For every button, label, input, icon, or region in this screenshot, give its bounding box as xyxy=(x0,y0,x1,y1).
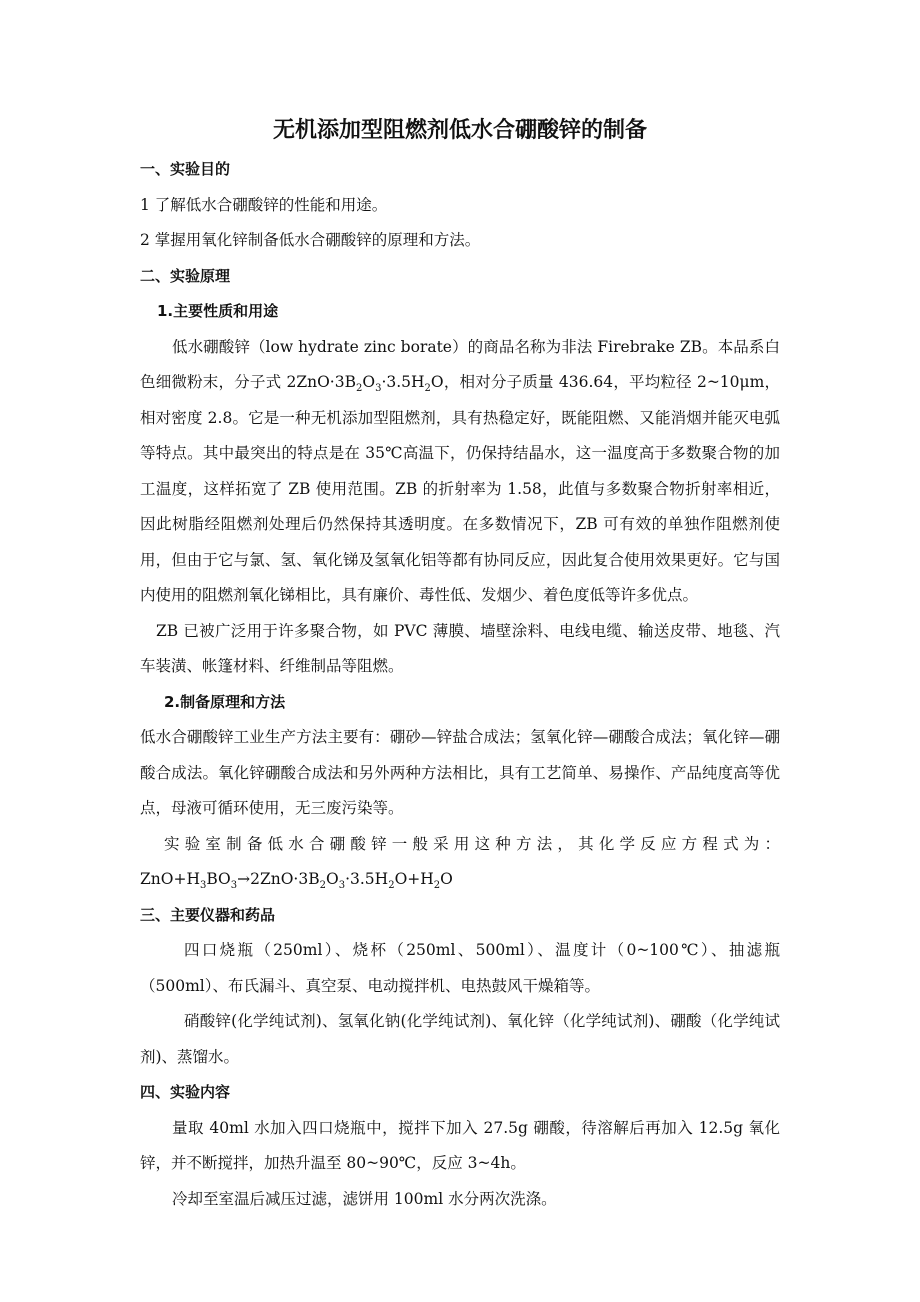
document-body xyxy=(140,152,780,1217)
method-paragraph: 低水合硼酸锌工业生产方法主要有：硼砂—锌盐合成法；氢氧化锌—硼酸合成法；氧化锌—硼酸合成法。氧化锌硼酸合成法和另外两种方法相比，具有工艺简单、易操作、产品纯度高等优点，母液可循环使用，无三废污染等。 xyxy=(140,728,780,817)
subscript: 3 xyxy=(230,880,238,892)
objective-item-1: 1 了解低水合硼酸锌的性能和用途。 xyxy=(140,195,388,214)
text-run: ·3.5H xyxy=(345,870,389,888)
subscript: 2 xyxy=(388,880,395,892)
document-title: 无机添加型阻燃剂低水合硼酸锌的制备 xyxy=(272,118,647,143)
section-heading-principle: 二、实验原理 xyxy=(140,266,231,285)
objective-item-2: 2 掌握用氧化锌制备低水合硼酸锌的原理和方法。 xyxy=(140,231,481,249)
subsection-heading-method: 2.制备原理和方法 xyxy=(164,692,286,711)
section-heading-procedure: 四、实验内容 xyxy=(140,1083,231,1101)
subsection-heading-properties: 1.主要性质和用途 xyxy=(157,302,279,320)
section-heading-apparatus: 三、主要仪器和药品 xyxy=(140,905,276,924)
text-run: →2ZnO·3B xyxy=(237,870,320,888)
subscript: 2 xyxy=(433,880,441,892)
reaction-equation xyxy=(140,862,780,898)
subscript: 2 xyxy=(424,383,431,395)
applications-paragraph: ZB 已被广泛用于许多聚合物，如 PVC 薄膜、墙壁涂料、电线电缆、输送皮带、地毯、汽车装潢、帐篷材料、纤维制品等阻燃。 xyxy=(140,621,780,675)
text-run: ZnO+H xyxy=(140,870,200,888)
section-heading-objectives: 一、实验目的 xyxy=(140,160,231,178)
text-run: O，相对分子质量 436.64，平均粒径 2~10μm，相对密度 2.8。它是一种无机添加型阻燃剂，具有热稳定好，既能阻燃、又能消烟并能灭电弧等特点。其中最突出的特点是在 35℃高温下，仍保持结晶水，这一温度高于多数聚合物的加工温度，这样拓宽了 ZB 使用范围。ZB 的折射率为 1.58，此值与多数聚合物折射率相近，因此树脂经阻燃剂处理后仍然保持其透明度。在多数情况下，ZB 可有效的单独作阻燃剂使用，但由于它与氯、氢、氧化锑及氢氧化铝等都有协同反应，因此复合使用效果更好。它与国内使用的阻燃剂氧化锑相比，具有廉价、毒性低、发烟少、着色度低等许多优点。 xyxy=(140,373,781,604)
subscript: 2 xyxy=(319,880,326,892)
text-run: O+H xyxy=(394,870,434,888)
text-run: O xyxy=(362,373,376,391)
text-run: O xyxy=(325,870,339,888)
reagents-paragraph: 硝酸锌(化学纯试剂)、氢氧化钠(化学纯试剂)、氧化锌（化学纯试剂)、硼酸（化学纯试剂)、蒸馏水。 xyxy=(140,1012,780,1066)
properties-paragraph xyxy=(140,330,780,614)
procedure-step-2: 冷却至室温后减压过滤，滤饼用 100ml 水分两次洗涤。 xyxy=(172,1189,557,1208)
text-run: 低水硼酸锌（low hydrate zinc borate）的商品名称为非法 Firebrake ZB。本品系白色细微粉末，分子式 2ZnO·3B xyxy=(140,337,780,391)
apparatus-paragraph: 四口烧瓶（250ml）、烧杯（250ml、500ml）、温度计（0~100℃）、抽滤瓶（500ml）、布氏漏斗、真空泵、电动搅拌机、电热鼓风干燥箱等。 xyxy=(140,941,780,995)
subscript: 3 xyxy=(338,880,346,892)
text-run: O xyxy=(440,870,453,888)
subscript: 2 xyxy=(355,383,363,395)
procedure-step-1: 量取 40ml 水加入四口烧瓶中，搅拌下加入 27.5g 硼酸，待溶解后再加入 12.5g 氧化锌，并不断搅拌，加热升温至 80~90℃，反应 3~4h。 xyxy=(140,1118,780,1172)
text-run: ·3.5H xyxy=(381,373,425,391)
text-run: BO xyxy=(206,870,231,888)
equation-intro: 实验室制备低水合硼酸锌一般采用这种方法，其化学反应方程式为： xyxy=(164,834,780,853)
subscript: 3 xyxy=(375,383,382,395)
subscript: 3 xyxy=(199,880,207,892)
